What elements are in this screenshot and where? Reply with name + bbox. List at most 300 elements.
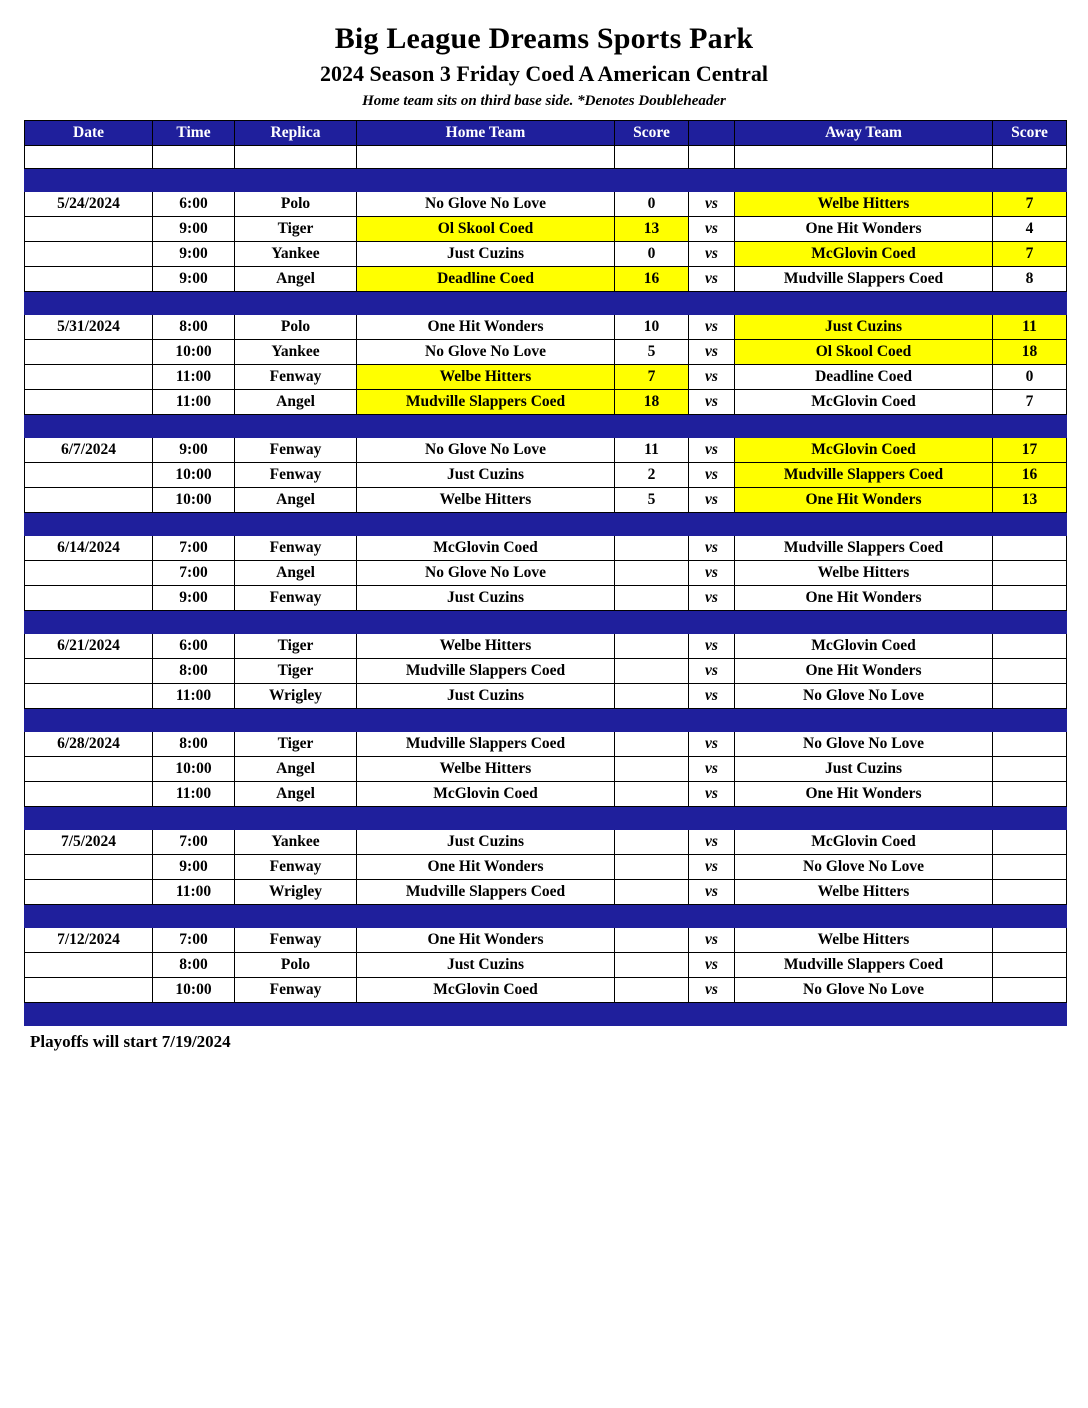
separator-cell: [25, 611, 153, 634]
away-team: No Glove No Love: [735, 855, 993, 880]
home-score: 13: [615, 217, 689, 242]
away-score: 8: [993, 267, 1067, 292]
away-team: Just Cuzins: [735, 315, 993, 340]
table-row: [25, 830, 1067, 855]
home-score: 5: [615, 488, 689, 513]
away-team: Welbe Hitters: [735, 561, 993, 586]
home-score: 0: [615, 192, 689, 217]
away-team: No Glove No Love: [735, 732, 993, 757]
separator-cell: [735, 807, 993, 830]
versus-label: vs: [689, 488, 735, 513]
separator-cell: [735, 513, 993, 536]
separator-cell: [993, 415, 1067, 438]
separator-cell: [357, 513, 615, 536]
away-score: 16: [993, 463, 1067, 488]
field-replica: Yankee: [235, 830, 357, 855]
table-row: [25, 267, 1067, 292]
away-team: No Glove No Love: [735, 978, 993, 1003]
game-time: 7:00: [153, 561, 235, 586]
table-row: [25, 782, 1067, 807]
table-row: [25, 757, 1067, 782]
home-team: Ol Skool Coed: [357, 217, 615, 242]
table-row: [25, 928, 1067, 953]
separator-cell: [615, 513, 689, 536]
separator-cell: [615, 905, 689, 928]
home-score: 5: [615, 340, 689, 365]
home-team: No Glove No Love: [357, 438, 615, 463]
separator-cell: [235, 709, 357, 732]
home-team: No Glove No Love: [357, 192, 615, 217]
away-team: Mudville Slappers Coed: [735, 463, 993, 488]
away-score: 7: [993, 242, 1067, 267]
game-date: [25, 880, 153, 905]
game-date: [25, 953, 153, 978]
separator-cell: [993, 169, 1067, 192]
game-time: 9:00: [153, 242, 235, 267]
away-team: Just Cuzins: [735, 757, 993, 782]
separator-cell: [689, 807, 735, 830]
playoffs-note: Playoffs will start 7/19/2024: [30, 1032, 231, 1051]
home-team: Just Cuzins: [357, 830, 615, 855]
away-score: [993, 830, 1067, 855]
versus-label: vs: [689, 978, 735, 1003]
table-row: [25, 217, 1067, 242]
home-team-note: Home team sits on third base side. *Denotes Doubleheader: [362, 93, 726, 109]
versus-label: vs: [689, 684, 735, 709]
home-score: [615, 928, 689, 953]
home-team: Just Cuzins: [357, 953, 615, 978]
home-score: [615, 659, 689, 684]
col-header-replica: Replica: [235, 121, 357, 146]
title-block: [24, 22, 1064, 110]
home-score: [615, 536, 689, 561]
versus-label: vs: [689, 217, 735, 242]
away-score: [993, 732, 1067, 757]
separator-cell: [735, 611, 993, 634]
table-row: [25, 732, 1067, 757]
schedule-table: [24, 120, 1067, 1026]
table-row: [25, 315, 1067, 340]
table-row: [25, 634, 1067, 659]
home-score: 0: [615, 242, 689, 267]
away-team: No Glove No Love: [735, 684, 993, 709]
separator-cell: [735, 292, 993, 315]
away-team: Mudville Slappers Coed: [735, 953, 993, 978]
game-time: 8:00: [153, 315, 235, 340]
separator-cell: [25, 292, 153, 315]
away-team: Welbe Hitters: [735, 880, 993, 905]
field-replica: Angel: [235, 757, 357, 782]
away-team: One Hit Wonders: [735, 217, 993, 242]
versus-label: vs: [689, 880, 735, 905]
field-replica: Polo: [235, 315, 357, 340]
separator-cell: [689, 611, 735, 634]
home-team: Mudville Slappers Coed: [357, 732, 615, 757]
game-date: [25, 659, 153, 684]
blank-cell: [153, 146, 235, 169]
field-replica: Angel: [235, 488, 357, 513]
separator-cell: [25, 513, 153, 536]
table-row: [25, 365, 1067, 390]
separator-cell: [735, 169, 993, 192]
table-row: [25, 978, 1067, 1003]
home-score: [615, 561, 689, 586]
game-time: 7:00: [153, 928, 235, 953]
home-team: Just Cuzins: [357, 242, 615, 267]
separator-cell: [689, 1003, 735, 1026]
away-team: McGlovin Coed: [735, 390, 993, 415]
game-time: 7:00: [153, 536, 235, 561]
home-score: 2: [615, 463, 689, 488]
game-time: 9:00: [153, 267, 235, 292]
page-title: Big League Dreams Sports Park: [334, 22, 754, 55]
separator-cell: [689, 513, 735, 536]
away-team: Welbe Hitters: [735, 928, 993, 953]
table-row: [25, 855, 1067, 880]
field-replica: Wrigley: [235, 684, 357, 709]
table-row: [25, 561, 1067, 586]
game-time: 8:00: [153, 659, 235, 684]
separator-cell: [153, 807, 235, 830]
away-team: Mudville Slappers Coed: [735, 536, 993, 561]
table-row: [25, 659, 1067, 684]
table-row: [25, 684, 1067, 709]
blank-cell: [25, 146, 153, 169]
field-replica: Tiger: [235, 217, 357, 242]
field-replica: Fenway: [235, 586, 357, 611]
game-date: 6/21/2024: [25, 634, 153, 659]
separator-cell: [153, 415, 235, 438]
field-replica: Yankee: [235, 242, 357, 267]
versus-label: vs: [689, 732, 735, 757]
separator-cell: [235, 807, 357, 830]
season-subtitle: 2024 Season 3 Friday Coed A American Central: [320, 61, 768, 86]
separator-cell: [615, 611, 689, 634]
home-team: McGlovin Coed: [357, 978, 615, 1003]
game-date: [25, 340, 153, 365]
away-score: [993, 880, 1067, 905]
away-score: 7: [993, 192, 1067, 217]
game-time: 10:00: [153, 463, 235, 488]
separator-band-row: [25, 513, 1067, 536]
separator-band-row: [25, 415, 1067, 438]
separator-cell: [153, 709, 235, 732]
separator-cell: [25, 169, 153, 192]
separator-cell: [357, 169, 615, 192]
blank-row: [25, 146, 1067, 169]
away-team: McGlovin Coed: [735, 830, 993, 855]
versus-label: vs: [689, 830, 735, 855]
field-replica: Fenway: [235, 438, 357, 463]
field-replica: Fenway: [235, 365, 357, 390]
away-team: Welbe Hitters: [735, 192, 993, 217]
versus-label: vs: [689, 340, 735, 365]
game-date: [25, 267, 153, 292]
game-date: 7/12/2024: [25, 928, 153, 953]
col-header-home-score: Score: [615, 121, 689, 146]
field-replica: Yankee: [235, 340, 357, 365]
field-replica: Tiger: [235, 634, 357, 659]
home-team: Welbe Hitters: [357, 757, 615, 782]
separator-cell: [235, 1003, 357, 1026]
home-score: [615, 880, 689, 905]
away-score: 17: [993, 438, 1067, 463]
home-team: Welbe Hitters: [357, 488, 615, 513]
separator-band-row: [25, 1003, 1067, 1026]
game-date: 6/7/2024: [25, 438, 153, 463]
blank-cell: [615, 146, 689, 169]
table-row: [25, 192, 1067, 217]
home-score: [615, 830, 689, 855]
away-team: Ol Skool Coed: [735, 340, 993, 365]
away-team: One Hit Wonders: [735, 782, 993, 807]
home-score: 7: [615, 365, 689, 390]
game-date: [25, 757, 153, 782]
separator-cell: [993, 709, 1067, 732]
blank-cell: [735, 146, 993, 169]
home-team: No Glove No Love: [357, 340, 615, 365]
separator-cell: [235, 292, 357, 315]
game-date: [25, 463, 153, 488]
field-replica: Angel: [235, 782, 357, 807]
home-score: [615, 782, 689, 807]
game-time: 9:00: [153, 586, 235, 611]
separator-cell: [357, 292, 615, 315]
game-date: [25, 586, 153, 611]
separator-band-row: [25, 169, 1067, 192]
separator-cell: [993, 292, 1067, 315]
game-time: 10:00: [153, 488, 235, 513]
field-replica: Angel: [235, 390, 357, 415]
col-header-home-team: Home Team: [357, 121, 615, 146]
separator-cell: [235, 611, 357, 634]
separator-cell: [357, 611, 615, 634]
versus-label: vs: [689, 586, 735, 611]
away-score: [993, 978, 1067, 1003]
field-replica: Tiger: [235, 659, 357, 684]
game-date: [25, 390, 153, 415]
game-date: [25, 855, 153, 880]
separator-cell: [357, 709, 615, 732]
table-row: [25, 242, 1067, 267]
field-replica: Fenway: [235, 463, 357, 488]
game-date: [25, 782, 153, 807]
game-time: 10:00: [153, 978, 235, 1003]
separator-cell: [735, 709, 993, 732]
separator-band-row: [25, 905, 1067, 928]
game-date: 7/5/2024: [25, 830, 153, 855]
separator-cell: [153, 169, 235, 192]
separator-cell: [615, 709, 689, 732]
game-date: [25, 488, 153, 513]
separator-cell: [993, 807, 1067, 830]
home-score: [615, 855, 689, 880]
away-score: 11: [993, 315, 1067, 340]
table-row: [25, 463, 1067, 488]
away-score: 0: [993, 365, 1067, 390]
home-team: Just Cuzins: [357, 586, 615, 611]
game-time: 6:00: [153, 192, 235, 217]
separator-cell: [153, 513, 235, 536]
versus-label: vs: [689, 855, 735, 880]
field-replica: Fenway: [235, 978, 357, 1003]
home-team: Mudville Slappers Coed: [357, 390, 615, 415]
game-date: [25, 217, 153, 242]
separator-cell: [153, 1003, 235, 1026]
away-score: [993, 684, 1067, 709]
table-body: [25, 146, 1067, 1026]
separator-cell: [615, 415, 689, 438]
blank-cell: [993, 146, 1067, 169]
blank-cell: [357, 146, 615, 169]
home-score: 11: [615, 438, 689, 463]
home-score: [615, 953, 689, 978]
separator-cell: [735, 415, 993, 438]
game-time: 11:00: [153, 684, 235, 709]
separator-cell: [357, 905, 615, 928]
game-time: 10:00: [153, 340, 235, 365]
separator-cell: [25, 905, 153, 928]
versus-label: vs: [689, 242, 735, 267]
home-score: [615, 732, 689, 757]
col-header-time: Time: [153, 121, 235, 146]
home-team: Deadline Coed: [357, 267, 615, 292]
away-score: [993, 561, 1067, 586]
home-team: McGlovin Coed: [357, 536, 615, 561]
separator-cell: [993, 611, 1067, 634]
game-time: 11:00: [153, 390, 235, 415]
game-date: 6/14/2024: [25, 536, 153, 561]
game-time: 8:00: [153, 732, 235, 757]
away-team: Mudville Slappers Coed: [735, 267, 993, 292]
game-time: 8:00: [153, 953, 235, 978]
home-team: One Hit Wonders: [357, 928, 615, 953]
versus-label: vs: [689, 757, 735, 782]
away-team: Deadline Coed: [735, 365, 993, 390]
field-replica: Polo: [235, 192, 357, 217]
field-replica: Polo: [235, 953, 357, 978]
separator-cell: [993, 1003, 1067, 1026]
table-row: [25, 536, 1067, 561]
separator-cell: [735, 905, 993, 928]
away-score: 18: [993, 340, 1067, 365]
away-score: [993, 634, 1067, 659]
home-score: 10: [615, 315, 689, 340]
home-team: Just Cuzins: [357, 684, 615, 709]
home-score: 18: [615, 390, 689, 415]
home-score: [615, 978, 689, 1003]
game-date: [25, 365, 153, 390]
separator-cell: [235, 169, 357, 192]
game-date: 5/31/2024: [25, 315, 153, 340]
separator-cell: [993, 513, 1067, 536]
separator-cell: [993, 905, 1067, 928]
table-header: [25, 121, 1067, 146]
home-team: Just Cuzins: [357, 463, 615, 488]
versus-label: vs: [689, 390, 735, 415]
game-date: [25, 978, 153, 1003]
away-score: 13: [993, 488, 1067, 513]
game-time: 11:00: [153, 365, 235, 390]
separator-cell: [25, 415, 153, 438]
col-header-date: Date: [25, 121, 153, 146]
home-score: [615, 586, 689, 611]
versus-label: vs: [689, 267, 735, 292]
game-time: 9:00: [153, 217, 235, 242]
game-time: 9:00: [153, 855, 235, 880]
field-replica: Fenway: [235, 536, 357, 561]
separator-cell: [153, 611, 235, 634]
versus-label: vs: [689, 315, 735, 340]
separator-cell: [235, 905, 357, 928]
separator-cell: [235, 415, 357, 438]
separator-cell: [615, 1003, 689, 1026]
header-row: [25, 121, 1067, 146]
field-replica: Fenway: [235, 928, 357, 953]
home-team: Mudville Slappers Coed: [357, 880, 615, 905]
versus-label: vs: [689, 953, 735, 978]
away-score: [993, 659, 1067, 684]
away-score: [993, 757, 1067, 782]
separator-cell: [615, 292, 689, 315]
versus-label: vs: [689, 365, 735, 390]
table-row: [25, 586, 1067, 611]
versus-label: vs: [689, 782, 735, 807]
home-team: One Hit Wonders: [357, 855, 615, 880]
home-team: One Hit Wonders: [357, 315, 615, 340]
separator-cell: [153, 292, 235, 315]
versus-label: vs: [689, 928, 735, 953]
blank-cell: [689, 146, 735, 169]
separator-band-row: [25, 709, 1067, 732]
home-team: Welbe Hitters: [357, 365, 615, 390]
home-team: Mudville Slappers Coed: [357, 659, 615, 684]
versus-label: vs: [689, 536, 735, 561]
separator-cell: [25, 807, 153, 830]
away-score: [993, 953, 1067, 978]
separator-cell: [153, 905, 235, 928]
game-time: 11:00: [153, 782, 235, 807]
game-date: [25, 561, 153, 586]
separator-cell: [689, 292, 735, 315]
separator-cell: [25, 1003, 153, 1026]
game-date: [25, 242, 153, 267]
separator-cell: [689, 169, 735, 192]
table-row: [25, 880, 1067, 905]
col-header-vs: [689, 121, 735, 146]
home-team: McGlovin Coed: [357, 782, 615, 807]
separator-cell: [615, 169, 689, 192]
away-score: [993, 536, 1067, 561]
game-time: 10:00: [153, 757, 235, 782]
separator-cell: [689, 905, 735, 928]
home-team: No Glove No Love: [357, 561, 615, 586]
separator-band-row: [25, 807, 1067, 830]
table-row: [25, 953, 1067, 978]
col-header-away-score: Score: [993, 121, 1067, 146]
separator-cell: [357, 807, 615, 830]
away-score: [993, 855, 1067, 880]
home-score: [615, 634, 689, 659]
home-score: [615, 757, 689, 782]
away-team: McGlovin Coed: [735, 634, 993, 659]
field-replica: Wrigley: [235, 880, 357, 905]
separator-cell: [25, 709, 153, 732]
away-team: One Hit Wonders: [735, 488, 993, 513]
away-team: One Hit Wonders: [735, 659, 993, 684]
home-score: [615, 684, 689, 709]
table-row: [25, 390, 1067, 415]
